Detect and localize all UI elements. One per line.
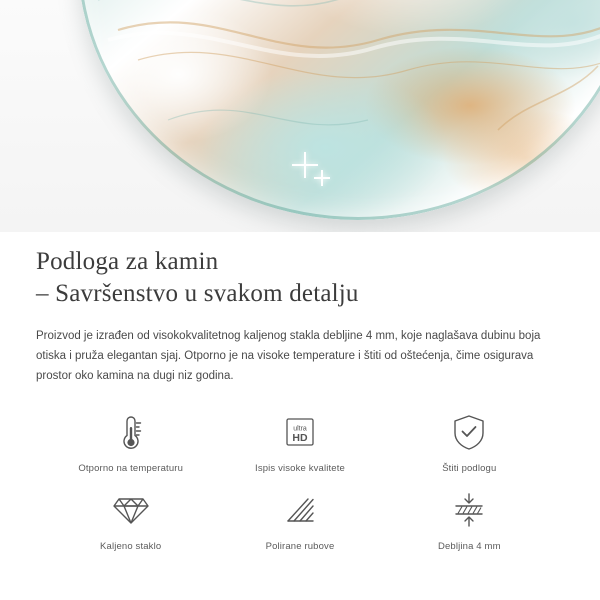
feature-label: Štiti podlogu bbox=[442, 463, 497, 474]
thermometer-icon bbox=[114, 410, 148, 454]
feature-item-print-quality bbox=[215, 410, 384, 474]
product-description-text: Proizvod je izrađen od visokokvalitetnog kaljenog stakla debljine 4 mm, koje naglašava dubinu boja otiska i pruža elegantan sjaj. Otporno je na visoke temperature i štiti od oštećenja, čime osigurava prostor oko kamina na dugi niz godina. bbox=[36, 330, 541, 382]
ultra-hd-icon bbox=[280, 410, 320, 454]
shield-check-icon bbox=[449, 410, 489, 454]
hero-image bbox=[0, 0, 600, 232]
feature-item-polished-edges bbox=[215, 488, 384, 552]
feature-label: Kaljeno staklo bbox=[100, 541, 162, 552]
feature-label: Otporno na temperaturu bbox=[78, 463, 184, 474]
svg-text:ultra: ultra bbox=[293, 425, 307, 433]
feature-item-temperature bbox=[46, 410, 215, 474]
headline-line-2: – Savršenstvo u svakom detalju bbox=[36, 280, 359, 307]
polished-edges-icon bbox=[280, 488, 320, 532]
feature-item-protects-surface bbox=[385, 410, 554, 474]
svg-text:HD: HD bbox=[292, 432, 308, 444]
page-title bbox=[36, 246, 564, 310]
content-area bbox=[0, 246, 600, 552]
feature-label: Debljina 4 mm bbox=[437, 541, 501, 552]
thickness-arrows-icon bbox=[449, 488, 489, 532]
feature-item-tempered-glass bbox=[46, 488, 215, 552]
feature-label: Ispis visoke kvalitete bbox=[255, 463, 345, 474]
feature-label: Polirane rubove bbox=[265, 541, 335, 552]
glass-mat-product-image bbox=[78, 0, 600, 220]
feature-item-thickness bbox=[385, 488, 554, 552]
feature-grid bbox=[36, 410, 564, 552]
diamond-icon bbox=[110, 488, 152, 532]
marble-veins bbox=[78, 0, 600, 220]
headline-line-1: Podloga za kamin bbox=[36, 248, 219, 275]
